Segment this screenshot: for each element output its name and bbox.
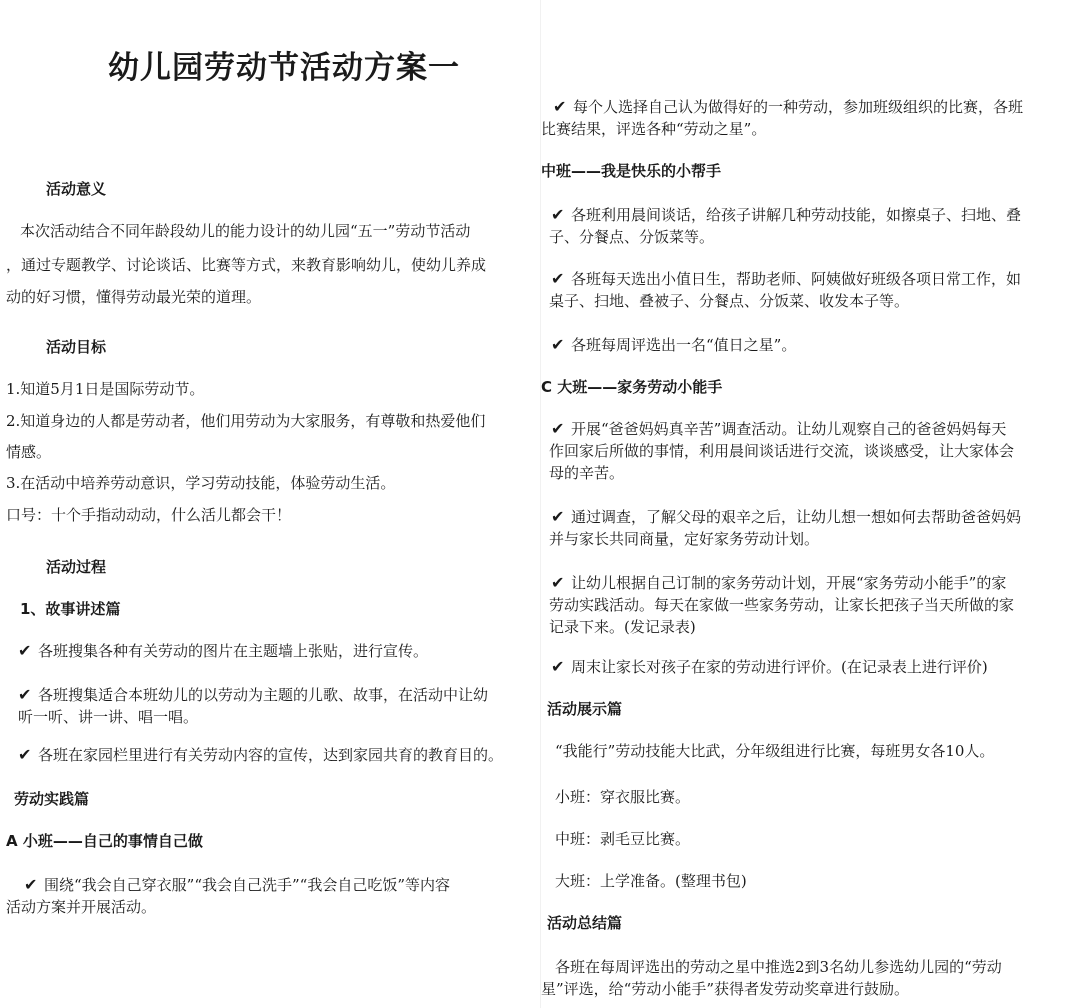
check-icon: ✔: [24, 875, 38, 894]
bullet-text: 各班搜集各种有关劳动的图片在主题墙上张贴，进行宣传。: [38, 642, 429, 660]
bullet-text: 围绕“我会自己穿衣服”“我会自己洗手”“我会自己吃饭”等内容: [44, 876, 451, 894]
subsection-heading: 1、故事讲述篇: [20, 600, 121, 618]
paragraph-line: 中班：剥毛豆比赛。: [555, 830, 691, 848]
document-title: 幼儿园劳动节活动方案一: [108, 50, 460, 86]
goal-item-continued: 情感。: [6, 443, 52, 461]
paragraph-line: 本次活动结合不同年龄段幼儿的能力设计的幼儿园“五一”劳动节活动: [20, 222, 471, 240]
section-heading-significance: 活动意义: [46, 180, 107, 198]
paragraph-line: 动的好习惯，懂得劳动最光荣的道理。: [6, 288, 262, 306]
section-heading-goals: 活动目标: [46, 338, 107, 356]
bullet-text-continued: 作回家后所做的事情，利用晨间谈话进行交流，谈谈感受，让大家体会: [549, 442, 1015, 460]
bullet-text-continued: 母的辛苦。: [549, 464, 625, 482]
bullet-text: 每个人选择自己认为做得好的一种劳动，参加班级组织的比赛，各班: [573, 98, 1024, 116]
bullet-item: [553, 96, 1023, 118]
check-icon: ✔: [551, 419, 565, 438]
check-icon: ✔: [18, 641, 32, 660]
subsection-heading: C 大班——家务劳动小能手: [541, 378, 723, 396]
bullet-item: [551, 572, 1006, 594]
bullet-text: 各班每周评选出一名“值日之星”。: [571, 336, 797, 354]
bullet-text: 周末让家长对孩子在家的劳动进行评价。(在记录表上进行评价): [571, 658, 988, 676]
bullet-item: [551, 334, 796, 356]
bullet-text-continued: 活动方案并开展活动。: [6, 898, 157, 916]
paragraph-line: 星”评选，给“劳动小能手”获得者发劳动奖章进行鼓励。: [541, 980, 910, 998]
paragraph-line: ，通过专题教学、讨论谈话、比赛等方式，来教育影响幼儿，使幼儿养成: [6, 256, 487, 274]
bullet-item: [18, 684, 488, 706]
paragraph-line: 小班：穿衣服比赛。: [555, 788, 691, 806]
subsection-heading: 活动展示篇: [547, 700, 623, 718]
bullet-text: 让幼儿根据自己订制的家务劳动计划，开展“家务劳动小能手”的家: [571, 574, 1007, 592]
goal-item: 2.知道身边的人都是劳动者，他们用劳动为大家服务，有尊敬和热爱他们: [6, 412, 486, 430]
bullet-text-continued: 比赛结果，评选各种“劳动之星”。: [541, 120, 767, 138]
bullet-text: 开展“爸爸妈妈真辛苦”调查活动。让幼儿观察自己的爸爸妈妈每天: [571, 420, 1007, 438]
check-icon: ✔: [18, 745, 32, 764]
bullet-item: [551, 656, 988, 678]
check-icon: ✔: [551, 657, 565, 676]
bullet-item: [551, 506, 1021, 528]
check-icon: ✔: [551, 573, 565, 592]
subsection-heading: A 小班——自己的事情自己做: [6, 832, 203, 850]
subsection-heading: 中班——我是快乐的小帮手: [541, 162, 722, 180]
subsection-heading: 劳动实践篇: [14, 790, 90, 808]
check-icon: ✔: [551, 335, 565, 354]
paragraph-line: “我能行”劳动技能大比武，分年级组进行比赛，每班男女各10人。: [555, 742, 995, 760]
slogan: 口号：十个手指动动动，什么活儿都会干！: [6, 506, 292, 524]
bullet-text-continued: 桌子、扫地、叠被子、分餐点、分饭菜、收发本子等。: [549, 292, 910, 310]
section-heading-process: 活动过程: [46, 558, 107, 576]
bullet-text-continued: 子、分餐点、分饭菜等。: [549, 228, 715, 246]
bullet-text-continued: 听一听、讲一讲、唱一唱。: [18, 708, 199, 726]
paragraph-line: 大班：上学准备。(整理书包): [555, 872, 747, 890]
bullet-text: 各班每天选出小值日生，帮助老师、阿姨做好班级各项日常工作，如: [571, 270, 1022, 288]
bullet-item: [18, 744, 503, 766]
right-page: [540, 0, 1080, 1008]
check-icon: ✔: [551, 507, 565, 526]
subsection-heading: 活动总结篇: [547, 914, 623, 932]
bullet-text-continued: 劳动实践活动。每天在家做一些家务劳动，让家长把孩子当天所做的家: [549, 596, 1015, 614]
bullet-text: 各班在家园栏里进行有关劳动内容的宣传，达到家园共育的教育目的。: [38, 746, 504, 764]
check-icon: ✔: [551, 269, 565, 288]
check-icon: ✔: [551, 205, 565, 224]
bullet-item: [551, 268, 1021, 290]
bullet-text-continued: 并与家长共同商量，定好家务劳动计划。: [549, 530, 820, 548]
check-icon: ✔: [18, 685, 32, 704]
bullet-text: 各班利用晨间谈话，给孩子讲解几种劳动技能，如擦桌子、扫地、叠: [571, 206, 1022, 224]
bullet-item: [551, 204, 1021, 226]
bullet-text: 各班搜集适合本班幼儿的以劳动为主题的儿歌、故事，在活动中让幼: [38, 686, 489, 704]
check-icon: ✔: [553, 97, 567, 116]
bullet-item: [18, 640, 428, 662]
bullet-text: 通过调查，了解父母的艰辛之后，让幼儿想一想如何去帮助爸爸妈妈: [571, 508, 1022, 526]
bullet-item: [551, 418, 1006, 440]
paragraph-line: 各班在每周评选出的劳动之星中推选2到3名幼儿参选幼儿园的“劳动: [555, 958, 1002, 976]
goal-item: 1.知道5月1日是国际劳动节。: [6, 380, 205, 398]
bullet-text-continued: 记录下来。(发记录表): [549, 618, 696, 636]
goal-item: 3.在活动中培养劳动意识，学习劳动技能，体验劳动生活。: [6, 474, 396, 492]
bullet-item: [24, 874, 450, 896]
